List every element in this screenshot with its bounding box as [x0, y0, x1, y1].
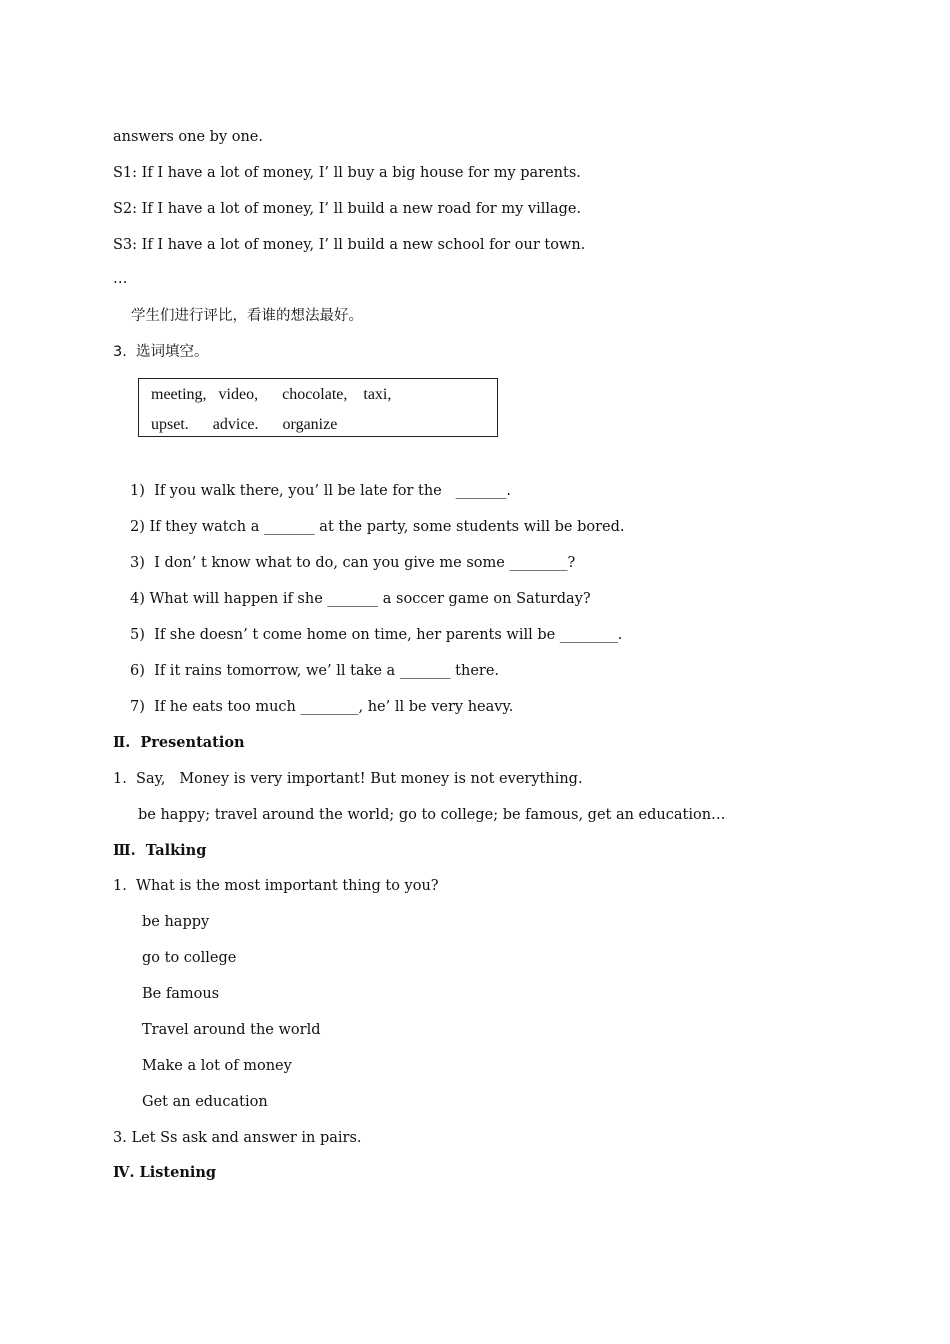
talking-option: Be famous — [142, 986, 220, 1002]
talking-option: go to college — [142, 950, 237, 966]
talking-heading: Ⅲ. Talking — [113, 842, 207, 859]
exercise-item-4: 4) What will happen if she _______ a soccer game on Saturday? — [130, 591, 591, 607]
chinese-note: 学生们进行评比，看谁的想法最好。 — [131, 308, 363, 324]
exercise-item-6: 6) If it rains tomorrow, we’ ll take a _______ there. — [130, 663, 500, 679]
talking-question: 1. What is the most important thing to you? — [113, 878, 439, 894]
student-answer-s1: S1: If I have a lot of money, I’ ll buy a big house for my parents. — [113, 165, 581, 181]
exercise-item-7: 7) If he eats too much ________, he’ ll be very heavy. — [130, 699, 514, 715]
talking-instruction: 3. Let Ss ask and answer in pairs. — [113, 1130, 362, 1146]
ellipsis: … — [113, 271, 128, 287]
word-box-row-2: upset. advice. organize — [151, 416, 338, 433]
listening-heading: Ⅳ. Listening — [113, 1164, 217, 1181]
exercise-item-2: 2) If they watch a _______ at the party, some students will be bored. — [130, 519, 625, 535]
presentation-heading: Ⅱ. Presentation — [113, 734, 245, 751]
presentation-line-1: 1. Say, Money is very important! But money is not everything. — [113, 771, 583, 787]
intro-text: answers one by one. — [113, 129, 263, 145]
exercise-item-5: 5) If she doesn’ t come home on time, her parents will be ________. — [130, 627, 623, 643]
word-box — [138, 378, 498, 437]
exercise-item-3: 3) I don’ t know what to do, can you give me some ________? — [130, 555, 576, 571]
exercise-item-1: 1) If you walk there, you’ ll be late for the _______. — [130, 483, 511, 499]
student-answer-s3: S3: If I have a lot of money, I’ ll build a new school for our town. — [113, 237, 586, 253]
exercise-title: 3. 选词填空。 — [113, 344, 209, 360]
student-answer-s2: S2: If I have a lot of money, I’ ll build a new road for my village. — [113, 201, 582, 217]
talking-option: be happy — [142, 914, 210, 930]
word-box-row-1: meeting, video, chocolate, taxi, — [151, 386, 392, 403]
presentation-line-2: be happy; travel around the world; go to college; be famous, get an education… — [138, 807, 726, 823]
talking-option: Travel around the world — [142, 1022, 321, 1038]
talking-option: Make a lot of money — [142, 1058, 292, 1074]
talking-option: Get an education — [142, 1094, 268, 1110]
